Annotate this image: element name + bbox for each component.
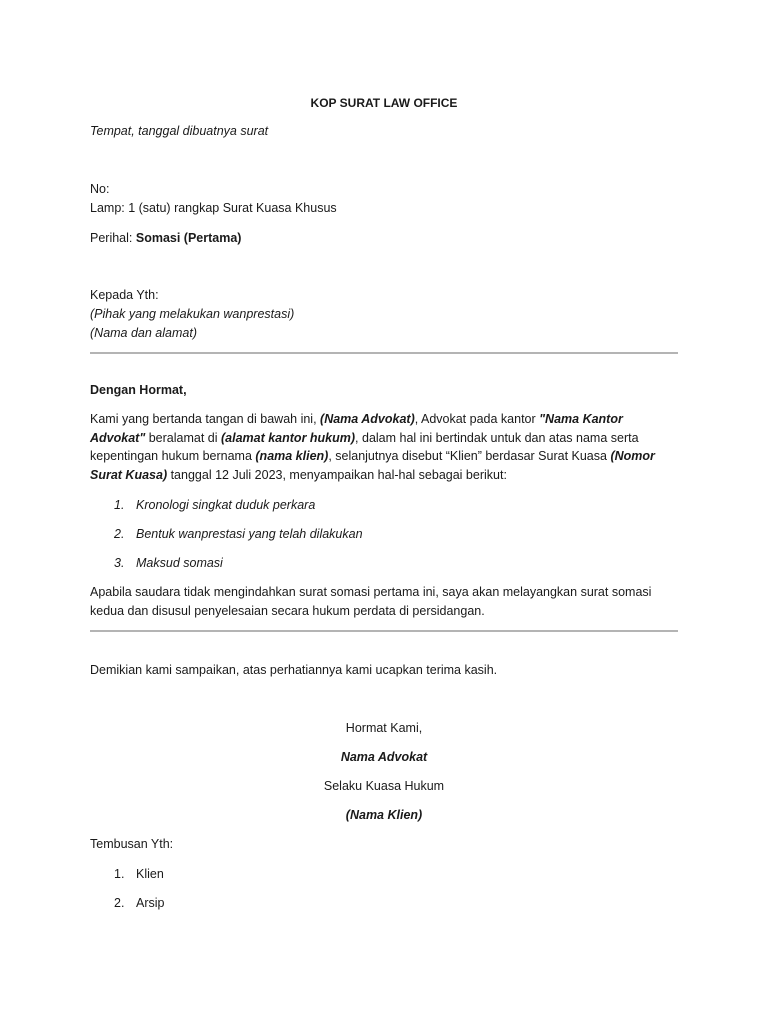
- divider-top: [90, 352, 678, 354]
- signature-role: Selaku Kuasa Hukum: [323, 779, 445, 793]
- list-number: 2.: [114, 896, 125, 910]
- subject-label: Perihal:: [90, 231, 136, 245]
- list-number: 2.: [114, 527, 125, 541]
- place-date: Tempat, tanggal dibuatnya surat: [90, 124, 269, 138]
- subject-line: [90, 229, 680, 247]
- recipient-party: (Pihak yang melakukan wanprestasi): [90, 307, 295, 321]
- intro-office-name: "Nama Kantor Advokat": [90, 412, 623, 445]
- intro-power-of-attorney-number: (Nomor Surat Kuasa): [90, 449, 655, 482]
- greeting: Dengan Hormat,: [90, 383, 187, 397]
- intro-client-name: (nama klien): [255, 449, 329, 463]
- intro-paragraph: [90, 410, 680, 484]
- signature-advocate-name: Nama Advokat: [340, 750, 428, 764]
- intro-text-4: , dalam hal ini bertindak untuk dan atas nama serta kepentingan hukum bernama: [90, 430, 639, 463]
- list-number: 1.: [114, 498, 125, 512]
- list-item: [114, 554, 674, 572]
- intro-text-5: , selanjutnya disebut “Klien” berdasar Surat Kuasa: [328, 449, 611, 463]
- letter-number: No:: [90, 182, 110, 196]
- attachment-line: Lamp: 1 (satu) rangkap Surat Kuasa Khusus: [90, 201, 337, 215]
- list-text: Kronologi singkat duduk perkara: [136, 498, 316, 512]
- subject-value: Somasi (Pertama): [135, 231, 242, 245]
- recipient-name-address: (Nama dan alamat): [90, 326, 197, 340]
- list-item: [114, 525, 674, 543]
- intro-office-address: (alamat kantor hukum): [220, 430, 356, 445]
- recipient-heading: Kepada Yth:: [90, 288, 159, 302]
- list-text: Bentuk wanprestasi yang telah dilakukan: [136, 527, 363, 541]
- signature-client-name: (Nama Klien): [345, 808, 423, 822]
- list-number: 1.: [114, 867, 125, 881]
- list-item: [114, 496, 674, 514]
- intro-text-2: , Advokat pada kantor: [414, 412, 540, 426]
- list-text: Arsip: [136, 896, 165, 910]
- signature-salutation: Hormat Kami,: [345, 721, 423, 735]
- copy-to-heading: Tembusan Yth:: [90, 837, 174, 851]
- list-item: [114, 894, 674, 912]
- list-text: Maksud somasi: [136, 556, 223, 570]
- list-number: 3.: [114, 556, 125, 570]
- closing-line: Demikian kami sampaikan, atas perhatiannya kami ucapkan terima kasih.: [90, 663, 498, 677]
- list-text: Klien: [136, 867, 164, 881]
- intro-text-6: tanggal 12 Juli 2023, menyampaikan hal-hal sebagai berikut:: [167, 467, 507, 482]
- intro-text-3: beralamat di: [145, 430, 221, 445]
- letterhead-title: KOP SURAT LAW OFFICE: [310, 96, 458, 110]
- divider-bottom: [90, 630, 678, 632]
- list-item: [114, 865, 674, 883]
- intro-advocate-name: (Nama Advokat): [320, 412, 415, 426]
- intro-text-1: Kami yang bertanda tangan di bawah ini,: [90, 412, 321, 426]
- warning-paragraph: Apabila saudara tidak mengindahkan surat somasi pertama ini, saya akan melayangkan surat somasi kedua dan disusul penyelesaian secara hukum perdata di persidangan.: [90, 585, 652, 618]
